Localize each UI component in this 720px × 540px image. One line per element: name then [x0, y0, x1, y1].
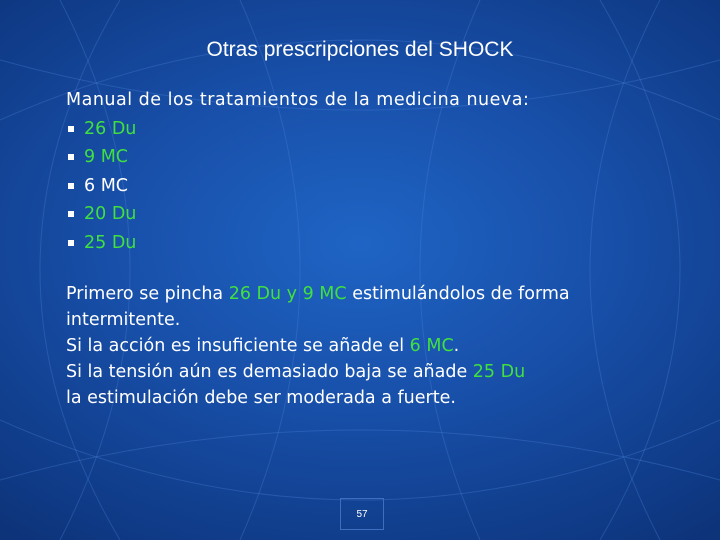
- point-label: 26 Du: [84, 118, 137, 139]
- line3-point: 25 Du: [472, 362, 526, 382]
- instruction-line-4: la estimulación debe ser moderada a fuerte.: [66, 388, 456, 408]
- point-list-item: [66, 172, 676, 201]
- point-list-item: [66, 229, 676, 258]
- instruction-line-1: [66, 281, 676, 333]
- manual-heading-text: Manual de los tratamientos de la medicina nueva: [66, 90, 523, 110]
- line1-text-c: estimulándolos de forma intermitente.: [66, 284, 570, 330]
- page-number: 57: [340, 498, 384, 530]
- square-bullet-icon: [68, 211, 74, 217]
- line1-points: 26 Du y 9 MC: [228, 284, 347, 304]
- heading-colon: :: [522, 90, 530, 110]
- line2-text-a: Si la acción es insuficiente se añade el: [66, 336, 410, 356]
- point-list: [66, 115, 676, 258]
- instructions-paragraph: [66, 281, 676, 411]
- point-list-item: [66, 200, 676, 229]
- instruction-line-2: [66, 333, 676, 359]
- point-list-item: [66, 115, 676, 144]
- line2-point: 6 MC: [409, 336, 454, 356]
- square-bullet-icon: [68, 126, 74, 132]
- slide-title: Otras prescripciones del SHOCK: [206, 38, 514, 61]
- point-label: 9 MC: [84, 147, 129, 167]
- square-bullet-icon: [68, 240, 74, 246]
- slide-content: [66, 86, 676, 411]
- point-label: 6 MC: [84, 175, 129, 196]
- point-list-item: [66, 143, 676, 172]
- line1-text-a: Primero se pincha: [66, 284, 229, 304]
- instruction-line-3: [66, 359, 676, 385]
- square-bullet-icon: [68, 154, 74, 160]
- square-bullet-icon: [68, 183, 74, 189]
- line2-text-c: .: [453, 336, 460, 356]
- point-label: 25 Du: [84, 232, 137, 253]
- line3-text-a: Si la tensión aún es demasiado baja se añade: [66, 362, 473, 382]
- point-label: 20 Du: [84, 204, 137, 224]
- manual-heading: [66, 86, 676, 115]
